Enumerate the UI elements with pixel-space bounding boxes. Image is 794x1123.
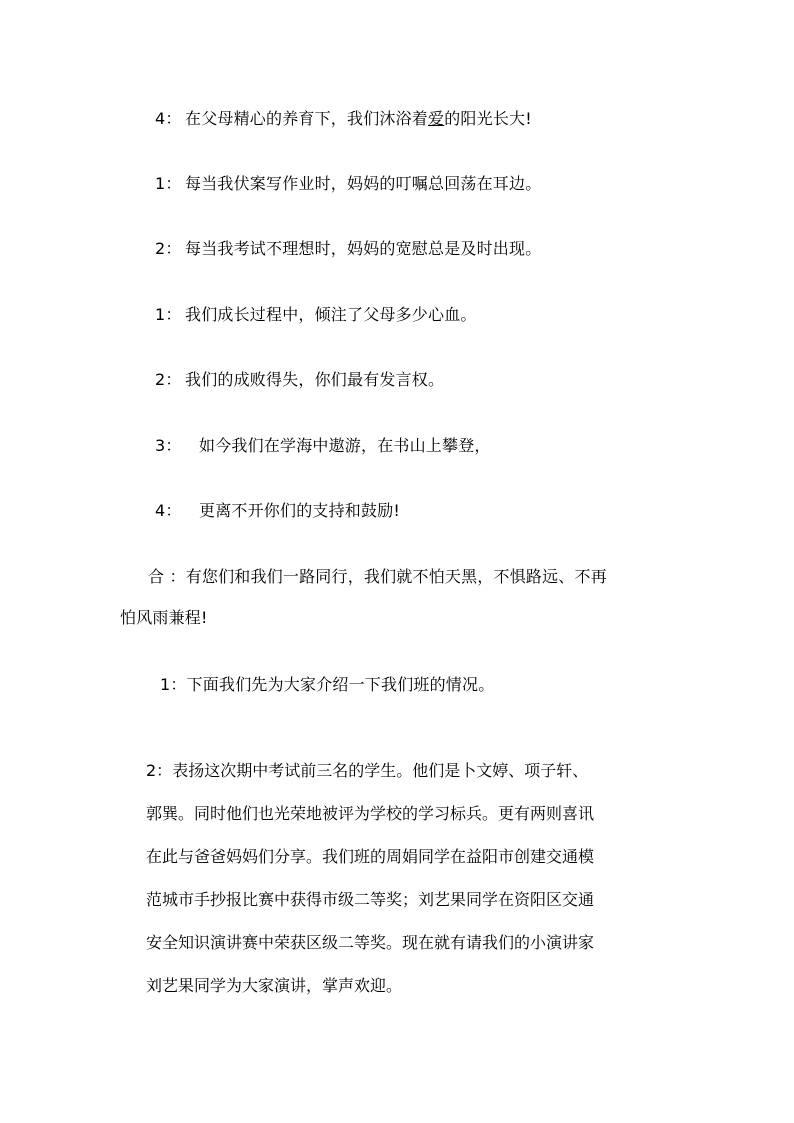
- speaker-label: 4：: [155, 109, 182, 128]
- speaker-label: 2：: [155, 370, 182, 389]
- praise-line-1: [146, 760, 588, 782]
- paragraph-text: 表扬这次期中考试前三名的学生。他们是卜文婷、项子轩、: [172, 761, 589, 780]
- together-line-1: [148, 566, 607, 588]
- script-line-2: [155, 173, 541, 195]
- praise-line-3: [146, 846, 594, 868]
- praise-line-2: [146, 803, 594, 825]
- paragraph-text: 安全知识演讲赛中荣获区级二等奖。现在就有请我们的小演讲家: [146, 933, 595, 952]
- praise-line-6: [146, 975, 402, 997]
- paragraph-text: 郭巽。同时他们也光荣地被评为学校的学习标兵。更有两则喜讯: [146, 804, 595, 823]
- line-text: 每当我伏案写作业时，妈妈的叮嘱总回荡在耳边。: [185, 174, 542, 193]
- line-text: 更离不开你们的支持和鼓励!: [199, 501, 401, 520]
- speaker-label: 2：: [155, 239, 182, 258]
- speaker-label: 合 ：: [148, 567, 186, 586]
- script-line-7: [155, 500, 400, 522]
- script-line-4: [155, 304, 477, 326]
- line-text: 下面我们先为大家介绍一下我们班的情况。: [186, 675, 495, 694]
- paragraph-text: 范城市手抄报比赛中获得市级二等奖；刘艺果同学在资阳区交通: [146, 890, 595, 909]
- speaker-label: 1：: [160, 675, 187, 694]
- line-text: 如今我们在学海中遨游，在书山上攀登，: [199, 436, 491, 455]
- together-line-2: [120, 607, 208, 629]
- praise-line-5: [146, 932, 594, 954]
- line-text: 每当我考试不理想时，妈妈的宽慰总是及时出现。: [185, 239, 542, 258]
- script-line-1: [155, 108, 532, 130]
- line-text: 在父母精心的养育下，我们沐浴着: [185, 109, 429, 128]
- script-line-5: [155, 369, 444, 391]
- paragraph-text: 刘艺果同学为大家演讲，掌声欢迎。: [146, 976, 403, 995]
- line-text: 有您们和我们一路同行，我们就不怕天黑，不惧路远、不再: [185, 567, 607, 586]
- paragraph-text: 在此与爸爸妈妈们分享。我们班的周娟同学在益阳市创建交通模: [146, 847, 595, 866]
- speaker-label: 1：: [155, 305, 182, 324]
- praise-line-4: [146, 889, 594, 911]
- underlined-word: 爱: [428, 109, 445, 128]
- line-text: 我们成长过程中，倾注了父母多少心血。: [185, 305, 477, 324]
- line-text-end: 的阳光长大!: [444, 109, 532, 128]
- speaker-label: 2：: [146, 761, 173, 780]
- script-line-3: [155, 238, 541, 260]
- speaker-label: 1：: [155, 174, 182, 193]
- speaker-label: 4：: [155, 501, 182, 520]
- intro-line: [160, 674, 494, 696]
- line-text: 我们的成败得失，你们最有发言权。: [185, 370, 445, 389]
- speaker-label: 3：: [155, 436, 182, 455]
- script-line-6: [155, 435, 491, 457]
- line-text: 怕风雨兼程!: [120, 608, 208, 627]
